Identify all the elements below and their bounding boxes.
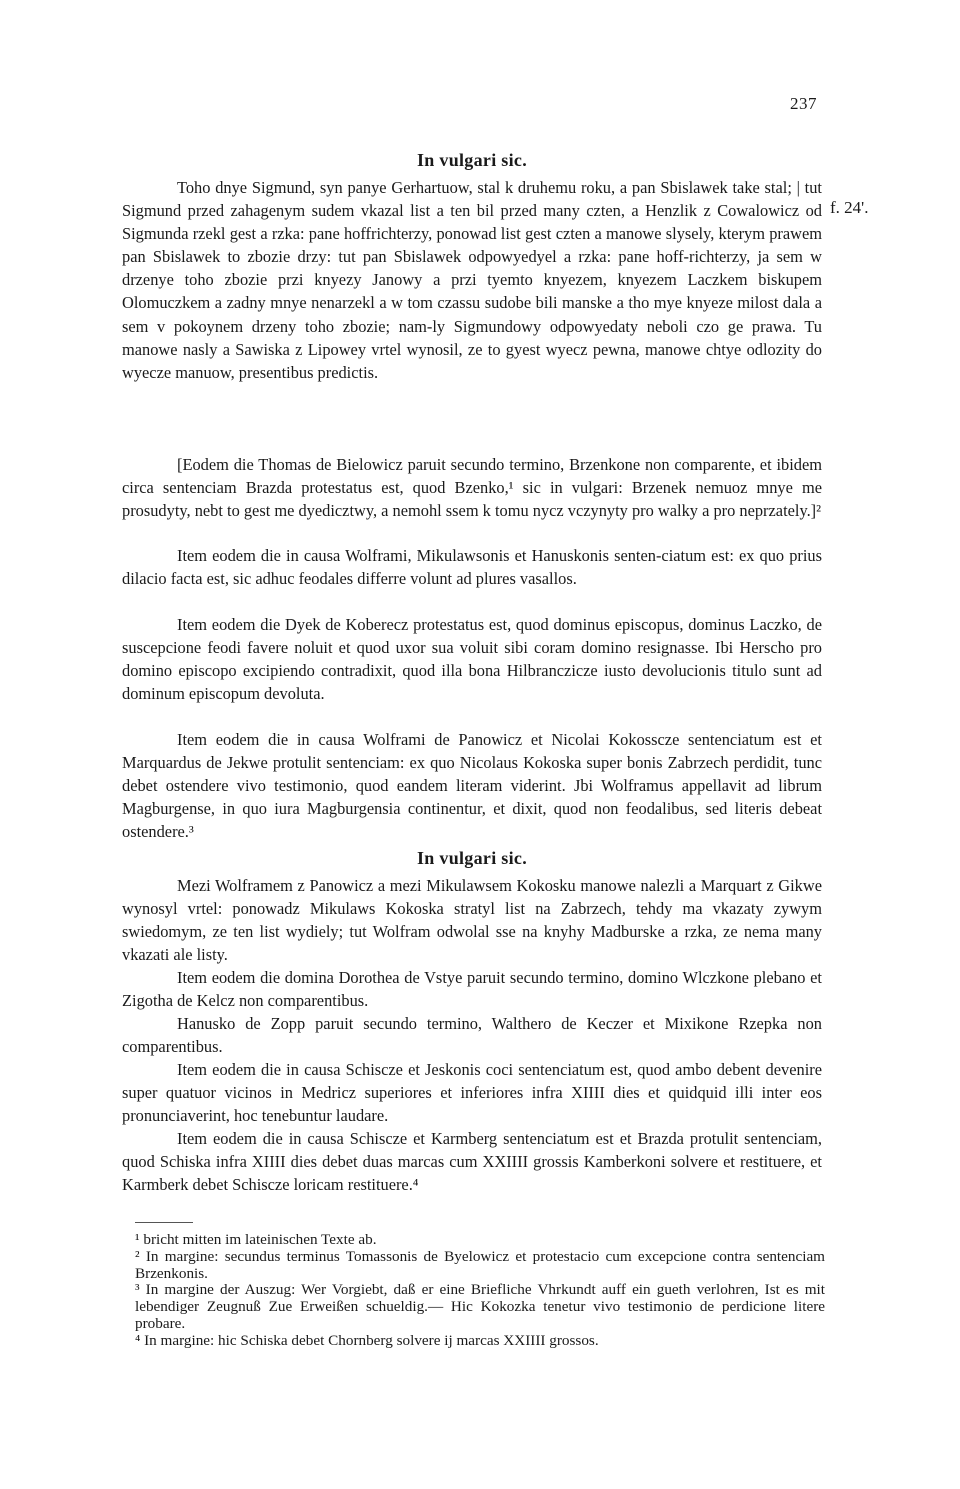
paragraph [122, 544, 822, 590]
paragraph-text: Item eodem die in causa Schiscze et Karmberg sentenciatum est et Brazda protulit sentenciam, quod Schiska infra XIIII dies debet duas marcas cum XXIIII grossis Kamberkoni solvere et restituere, et Karmberk debet Schiscze loricam restituere.⁴ [122, 1129, 822, 1195]
paragraph-text: Item eodem die in causa Wolframi, Mikulawsonis et Hanuskonis senten-ciatum est: ex quo prius dilacio facta est, sic adhuc feodales differre volunt ad plures vasallos. [122, 546, 822, 589]
paragraph [122, 728, 822, 843]
paragraph [122, 874, 822, 966]
paragraph-text: Toho dnye Sigmund, syn panye Gerhartuow, stal k druhemu roku, a pan Sbislawek take stal; | tut Sigmund przed zahagenym sudem vkazal list a ten bil przed many czten, a Henzlik z Cowalowicz od Sigmunda rzekl gest a rzka: pane hoffrichterzy, ponowad list gest czten a manowe slysely, kterym prawem pan Sbislawek to zbozie drzy: tut pan Sbislawek odpowyedyel a rzka: pane hoff-richterzy, ja sem w drzenye toho zbozie przi knyezy Janowy a przi tyemto knyezem, knyezem Laczkem biskupem Olomuczkem a zadny mnye nenarzekl a w tom czassu sudobe bili manske a tho mye knyeze milost dala a sem v pokoynem drzeny toho zbozie; nam-ly Sigmundowy odpowyedaty neboli czo ge prawa. Tu manowe nasly a Sawiska z Lipowey vrtel wynosil, ze to gyest wyecz pewna, manowe chtye odlozity do wyecze manuow, presentibus predictis. [122, 178, 822, 382]
paragraph-text: Item eodem die in causa Schiscze et Jeskonis coci sentenciatum est, quod ambo debent devenire super quatuor vicinos in Medricz superiores et inferiores infra XIIII dies et quidquid illi inter eos pronunciaverint, hoc tenebuntur laudare. [122, 1060, 822, 1126]
paragraph-text: Mezi Wolframem z Panowicz a mezi Mikulawsem Kokosku manowe nalezli a Marquart z Gikwe wynosyl vrtel: ponowadz Mikulaws Kokoska stratyl list na Zabrzech, tehdy ma vkazaty zywym swiedomym, ze ten list wydiely; tut Wolfram odwolal sse na knyhy Madburske a rzka, ze nema many vkazati ale listy. [122, 876, 822, 965]
paragraph [122, 1058, 822, 1127]
paragraph [122, 453, 822, 522]
section-heading: In vulgari sic. [416, 150, 527, 170]
paragraph-text: Hanusko de Zopp paruit secundo termino, Walthero de Keczer et Mixikone Rzepka non comparentibus. [122, 1014, 822, 1057]
paragraph [122, 1127, 822, 1196]
paragraph-text: [Eodem die Thomas de Bielowicz paruit secundo termino, Brzenkone non comparente, et ibidem circa sentenciam Brazda protestatus est, quod Bzenko,¹ sic in vulgari: Brzenek nemuoz mnye me prosudyty, nebt to gest me dyedicztwy, a nemohl ssem k tomu nycz vczynyty pro walky a pro neprzately.]² [122, 455, 822, 521]
paragraph [122, 613, 822, 705]
paragraph-text: Item eodem die domina Dorothea de Vstye paruit secundo termino, domino Wlczkone plebano et Zigotha de Kelcz non comparentibus. [122, 968, 822, 1011]
footnote-3: ³ In margine der Auszug: Wer Vorgiebt, daß er eine Briefliche Vhrkundt auff ein gueth verlohren, Ist es mit lebendiger Zeugnuß Zue Erweißen schueldig.— Hic Kokozka tenetur vivo testimonio de perdicione litere probare. [135, 1281, 825, 1332]
footnote-1: ¹ bricht mitten im lateinischen Texte ab. [135, 1231, 377, 1248]
page-number: 237 [790, 94, 817, 113]
section-heading: In vulgari sic. [416, 848, 527, 868]
paragraph [122, 1012, 822, 1058]
footnote-2: ² In margine: secundus terminus Tomassonis de Byelowicz et protestacio cum excepcione contra sentenciam Brzenkonis. [135, 1247, 825, 1282]
footnote-divider [135, 1222, 193, 1223]
paragraph [122, 176, 822, 384]
paragraph-text: Item eodem die Dyek de Koberecz protestatus est, quod dominus episcopus, dominus Laczko, de suscepcione feodi favere noluit et quod uxor sua voluit sibi coram domino resignasse. Ibi Herscho pro domino episcopo excipiendo contradixit, quod illa bona Hilbranczicze iusto devolucionis titulo sunt ad dominum episcopum devoluta. [122, 615, 822, 704]
paragraph-text: Item eodem die in causa Wolframi de Panowicz et Nicolai Kokossczе sentenciatum est et Marquardus de Jekwe protulit sentenciam: ex quo Nicolaus Kokoska super bonis Zabrzech perdidit, tunc debet ostendere vivo testimonio, quod eandem literam viderint. Jbi Wolframus appellavit ad librum Magburgense, in quo iura Magburgensia continentur, et dixit, quod non feodalibus, sed literis debeat ostendere.³ [122, 730, 822, 842]
margin-folio-note: f. 24'. [830, 198, 869, 217]
footnote-4: ⁴ In margine: hic Schiska debet Chornberg solvere ij marcas XXIIII grossos. [135, 1331, 599, 1349]
paragraph [122, 966, 822, 1012]
footnotes [135, 1232, 825, 1350]
